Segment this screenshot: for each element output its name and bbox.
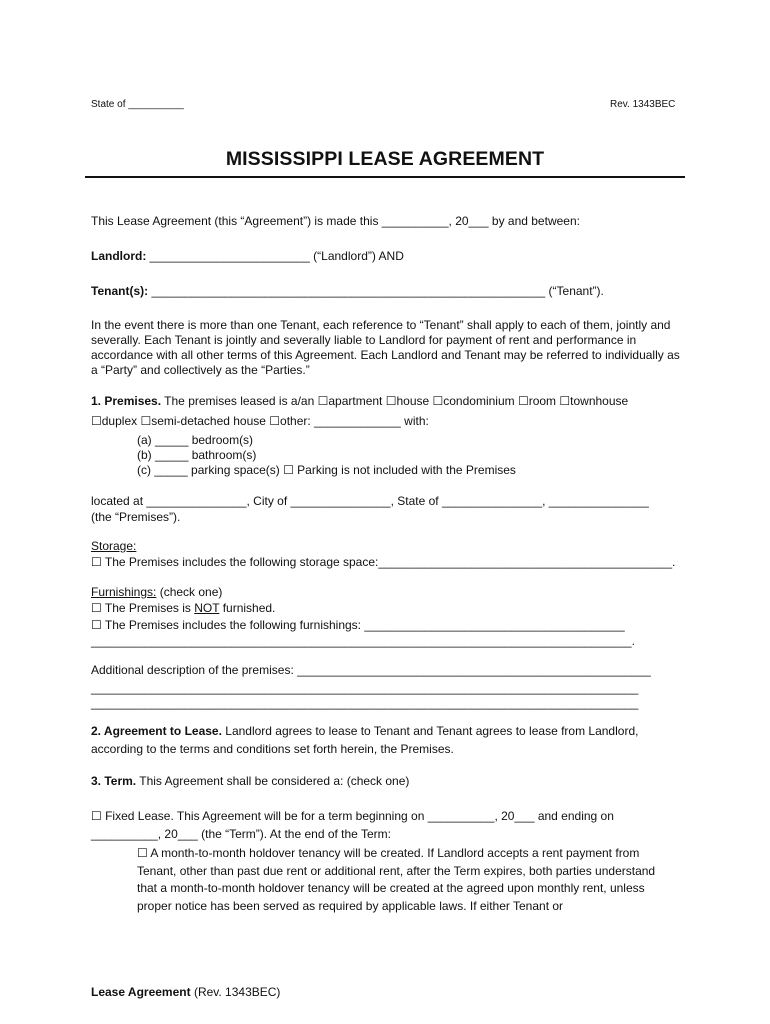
- state-of-field: State of __________: [91, 99, 184, 110]
- additional-blank-line-2: __________________________________________________________________________________: [91, 696, 639, 710]
- footer-label: Lease Agreement (Rev. 1343BEC): [91, 985, 281, 999]
- title-rule: [85, 176, 685, 178]
- located-line: located at _______________, City of _______________, State of _______________, _______________: [91, 494, 649, 508]
- premises-definition: (the “Premises”).: [91, 510, 181, 524]
- revision-label: Rev. 1343BEC: [610, 99, 676, 110]
- storage-line: ☐ The Premises includes the following storage space:____________________________________________.: [91, 555, 676, 569]
- tenant-label: Tenant(s):: [91, 284, 149, 298]
- tenant-text: ___________________________________________________________ (“Tenant”).: [148, 284, 604, 298]
- furnishings-heading: Furnishings: (check one): [91, 585, 223, 599]
- furnishings-option-not-furnished: ☐ The Premises is NOT furnished.: [91, 601, 276, 615]
- multi-tenant-paragraph: In the event there is more than one Tenant, each reference to “Tenant” shall apply to each of them, jointly and severally. Each Tenant is jointly and severally liable to Landlord for payment of rent and performance in accordance with all other terms of this Agreement. Each Landlord and Tenant may be referred to individually as a “Party” and collectively as the “Parties.”: [91, 318, 680, 377]
- parking-item: (c) _____ parking space(s) ☐ Parking is not included with the Premises: [137, 463, 516, 477]
- landlord-line: [91, 249, 404, 263]
- fixed-lease-line-1: ☐ Fixed Lease. This Agreement will be for a term beginning on __________, 20___ and ending on: [91, 809, 614, 823]
- storage-heading: Storage:: [91, 539, 137, 553]
- tenant-line: [91, 284, 604, 298]
- fixed-lease-line-2: __________, 20___ (the “Term”). At the end of the Term:: [91, 827, 391, 841]
- holdover-paragraph: ☐ A month-to-month holdover tenancy will be created. If Landlord accepts a rent payment from Tenant, other than past due rent or additional rent, after the Term expires, both parties understand that a month-to-month holdover tenancy will be created at the agreed upon monthly rent, unless proper notice has been served as required by applicable laws. If either Tenant or: [137, 846, 656, 913]
- agreement-text: Landlord agrees to lease to Tenant and Tenant agrees to lease from Landlord, according to the terms and conditions set forth herein, the Premises.: [91, 724, 639, 756]
- intro-line: This Lease Agreement (this “Agreement”) is made this __________, 20___ by and between:: [91, 214, 580, 228]
- agreement-label: 2. Agreement to Lease.: [91, 724, 222, 738]
- agreement-to-lease-paragraph: [91, 722, 683, 758]
- term-line: [91, 774, 409, 788]
- bathrooms-item: (b) _____ bathroom(s): [137, 448, 257, 462]
- premises-types: The premises leased is a/an ☐apartment ☐house ☐condominium ☐room ☐townhouse: [161, 394, 629, 408]
- landlord-label: Landlord:: [91, 249, 147, 263]
- additional-description-line: Additional description of the premises: _____________________________________________________: [91, 663, 651, 677]
- premises-line-1: [91, 394, 628, 408]
- landlord-text: ________________________ (“Landlord”) AND: [146, 249, 404, 263]
- term-label: 3. Term.: [91, 774, 137, 788]
- additional-blank-line-1: __________________________________________________________________________________: [91, 681, 639, 695]
- page-title: MISSISSIPPI LEASE AGREEMENT: [225, 148, 545, 170]
- furnishings-continuation: _________________________________________________________________________________.: [91, 634, 635, 648]
- bedrooms-item: (a) _____ bedroom(s): [137, 433, 254, 447]
- premises-label: 1. Premises.: [91, 394, 162, 408]
- furnishings-option-includes: ☐ The Premises includes the following furnishings: _______________________________________: [91, 618, 625, 632]
- premises-line-2: ☐duplex ☐semi-detached house ☐other: _____________ with:: [91, 414, 429, 428]
- term-text: This Agreement shall be considered a: (check one): [136, 774, 410, 788]
